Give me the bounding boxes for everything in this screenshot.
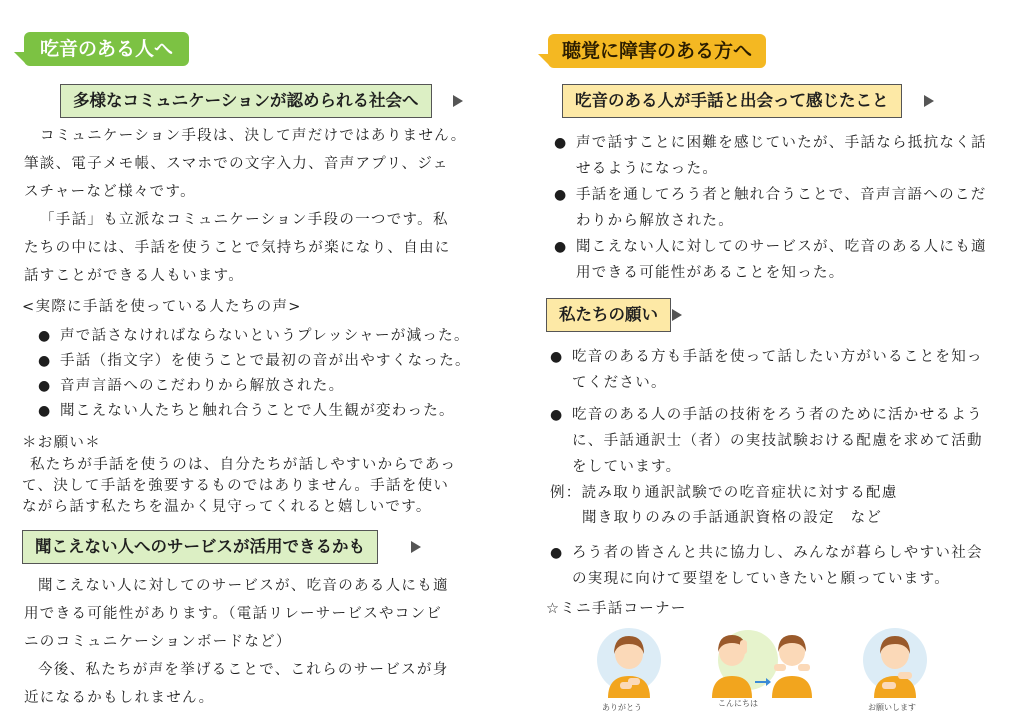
- sign-thank-you-caption: ありがとう: [602, 703, 642, 712]
- service-line-1: 聞こえない人に対してのサービスが、吃音のある人にも適: [38, 578, 449, 594]
- request-line-2: て、決して手話を強要するものではありません。手話を使い: [22, 478, 450, 494]
- feelings-list: [552, 130, 992, 286]
- intro-line-6: 話すことができる人もいます。: [24, 268, 245, 284]
- list-item: ● 吃音のある人の手話の技術をろう者のために活かせるように、手話通訳士（者）の実技試験おける配慮を求めて活動をしています。: [550, 407, 983, 475]
- right-page: [512, 0, 1024, 728]
- section1-title: 吃音のある人が手話と出会って感じたこと: [562, 84, 902, 118]
- intro-line-5: たちの中には、手話を使うことで気持ちが楽になり、自由に: [24, 240, 451, 256]
- section2-tail: [411, 541, 421, 553]
- list-item: ● 手話（指文字）を使うことで最初の音が出やすくなった。: [38, 353, 471, 369]
- left-header: 吃音のある人へ: [24, 32, 189, 66]
- sign-please-caption: お願いします: [868, 703, 916, 712]
- list-item: ● ろう者の皆さんと共に協力し、みんなが暮らしやすい社会の実現に向けて要望をしていきたいと願っています。: [550, 545, 983, 587]
- section2-tail: [672, 309, 682, 321]
- request-line-3: ながら話す私たちを温かく見守ってくれると嬉しいです。: [22, 499, 432, 515]
- list-item: ● 吃音のある方も手話を使って話したい方がいることを知ってください。: [550, 349, 983, 391]
- intro-line-2: 筆談、電子メモ帳、スマホでの文字入力、音声アプリ、ジェ: [24, 156, 449, 172]
- example-line-2: 聞き取りのみの手話通訳資格の設定 など: [582, 510, 883, 526]
- wish3-list: [548, 540, 996, 592]
- voices-heading: <実際に手話を使っている人たちの声>: [22, 299, 302, 315]
- service-line-5: 近になるかもしれません。: [24, 690, 215, 706]
- service-line-2: 用できる可能性があります。（電話リレーサービスやコンビ: [24, 606, 443, 622]
- voices-list: [36, 324, 471, 424]
- sign-please-illustration: [860, 624, 930, 702]
- section1-title: 多様なコミュニケーションが認められる社会へ: [60, 84, 432, 118]
- corner-title: ☆ミニ手話コーナー: [546, 601, 687, 617]
- request-heading: ＊お願い＊: [22, 435, 101, 451]
- example-line-1: 例：読み取り通訳試験での吃音症状に対する配慮: [550, 485, 898, 501]
- list-item: ● 手話を通してろう者と触れ合うことで、音声言語へのこだわりから解放された。: [554, 187, 987, 229]
- section2-title: 私たちの願い: [546, 298, 671, 332]
- sign-thank-you-illustration: [594, 624, 664, 702]
- intro-line-3: スチャーなど様々です。: [24, 184, 196, 200]
- intro-line-4: 「手話」も立派なコミュニケーション手段の一つです。私: [40, 212, 449, 228]
- list-item: ● 音声言語へのこだわりから解放された。: [38, 378, 345, 394]
- list-item: ● 声で話さなければならないというプレッシャーが減った。: [38, 328, 470, 344]
- request-line-1: 私たちが手話を使うのは、自分たちが話しやすいからであっ: [30, 457, 457, 473]
- list-item: ● 声で話すことに困難を感じていたが、手話なら抵抗なく話せるようになった。: [554, 135, 987, 177]
- sign-hello-caption: こんにちは: [718, 699, 758, 708]
- list-item: ● 聞こえない人に対してのサービスが、吃音のある人にも適用できる可能性があることを知った。: [554, 239, 987, 281]
- wishes-list: [548, 344, 996, 480]
- right-header: 聴覚に障害のある方へ: [548, 34, 766, 68]
- service-line-3: ニのコミュニケーションボードなど）: [24, 634, 292, 650]
- service-line-4: 今後、私たちが声を挙げることで、これらのサービスが身: [38, 662, 449, 678]
- list-item: ● 聞こえない人たちと触れ合うことで人生観が変わった。: [38, 403, 455, 419]
- section1-tail: [924, 95, 934, 107]
- section2-title: 聞こえない人へのサービスが活用できるかも: [22, 530, 378, 564]
- sign-hello-illustration: [708, 624, 818, 700]
- section1-tail: [453, 95, 463, 107]
- intro-line-1: コミュニケーション手段は、決して声だけではありません。: [40, 128, 467, 144]
